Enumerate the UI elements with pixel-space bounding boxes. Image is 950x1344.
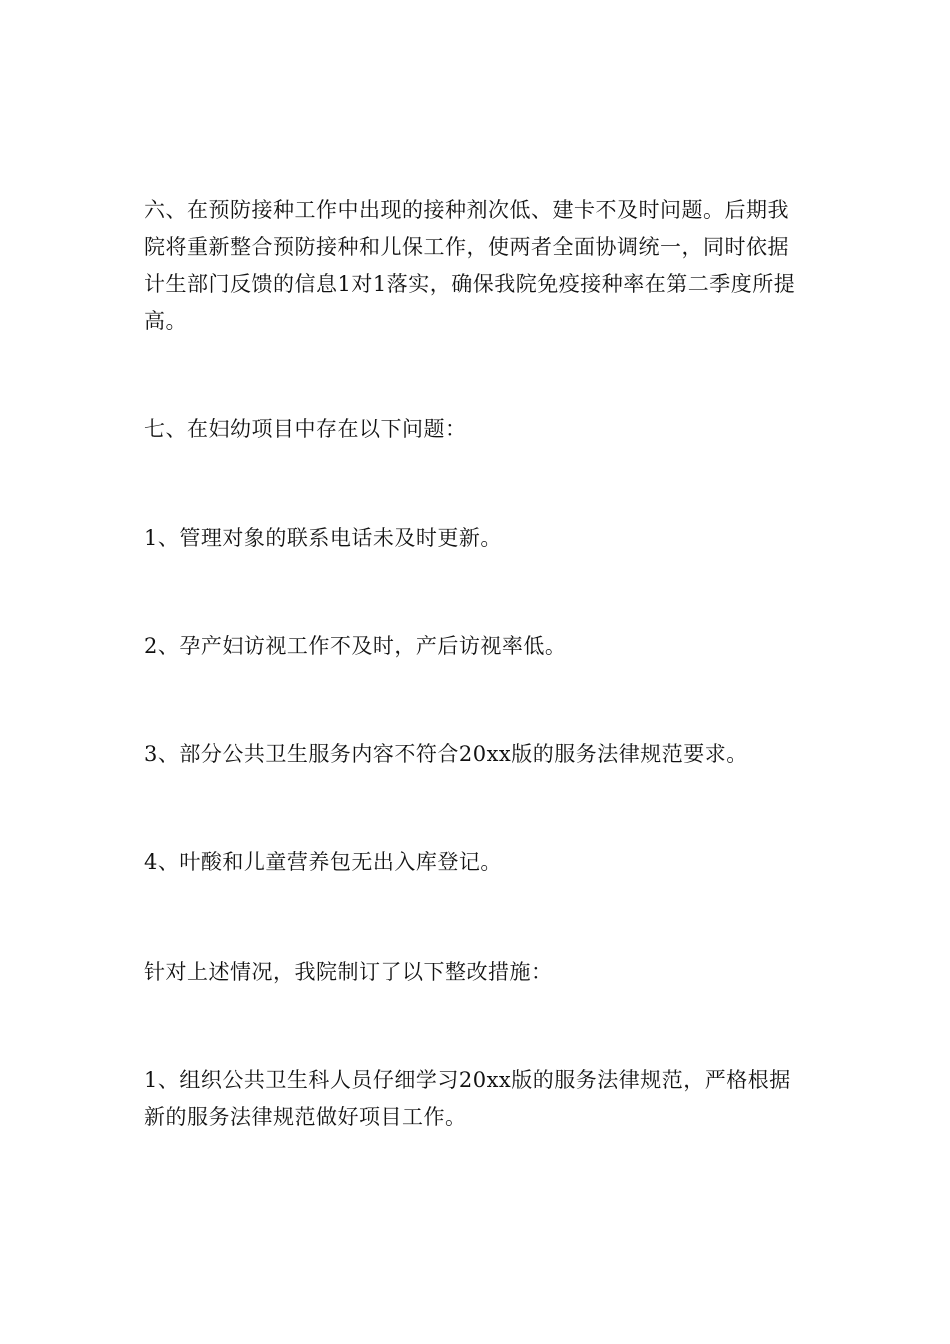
paragraph-problem-2: 2、孕产妇访视工作不及时，产后访视率低。 — [144, 634, 567, 658]
paragraph-problem-3: 3、部分公共卫生服务内容不符合20xx版的服务法律规范要求。 — [144, 742, 748, 766]
paragraph-section-seven-heading: 七、在妇幼项目中存在以下问题： — [144, 417, 467, 441]
paragraph-section-six: 六、在预防接种工作中出现的接种剂次低、建卡不及时问题。后期我院将重新整合预防接种和儿保工作，使两者全面协调统一，同时依据计生部门反馈的信息1对1落实，确保我院免疫接种率在第二季度所提高。 — [144, 198, 796, 333]
paragraph-problem-4: 4、叶酸和儿童营养包无出入库登记。 — [144, 850, 502, 874]
paragraph-measures-heading: 针对上述情况，我院制订了以下整改措施： — [144, 960, 553, 984]
paragraph-problem-1: 1、管理对象的联系电话未及时更新。 — [144, 526, 502, 550]
paragraph-measure-1: 1、组织公共卫生科人员仔细学习20xx版的服务法律规范，严格根据新的服务法律规范做好项目工作。 — [144, 1068, 791, 1129]
